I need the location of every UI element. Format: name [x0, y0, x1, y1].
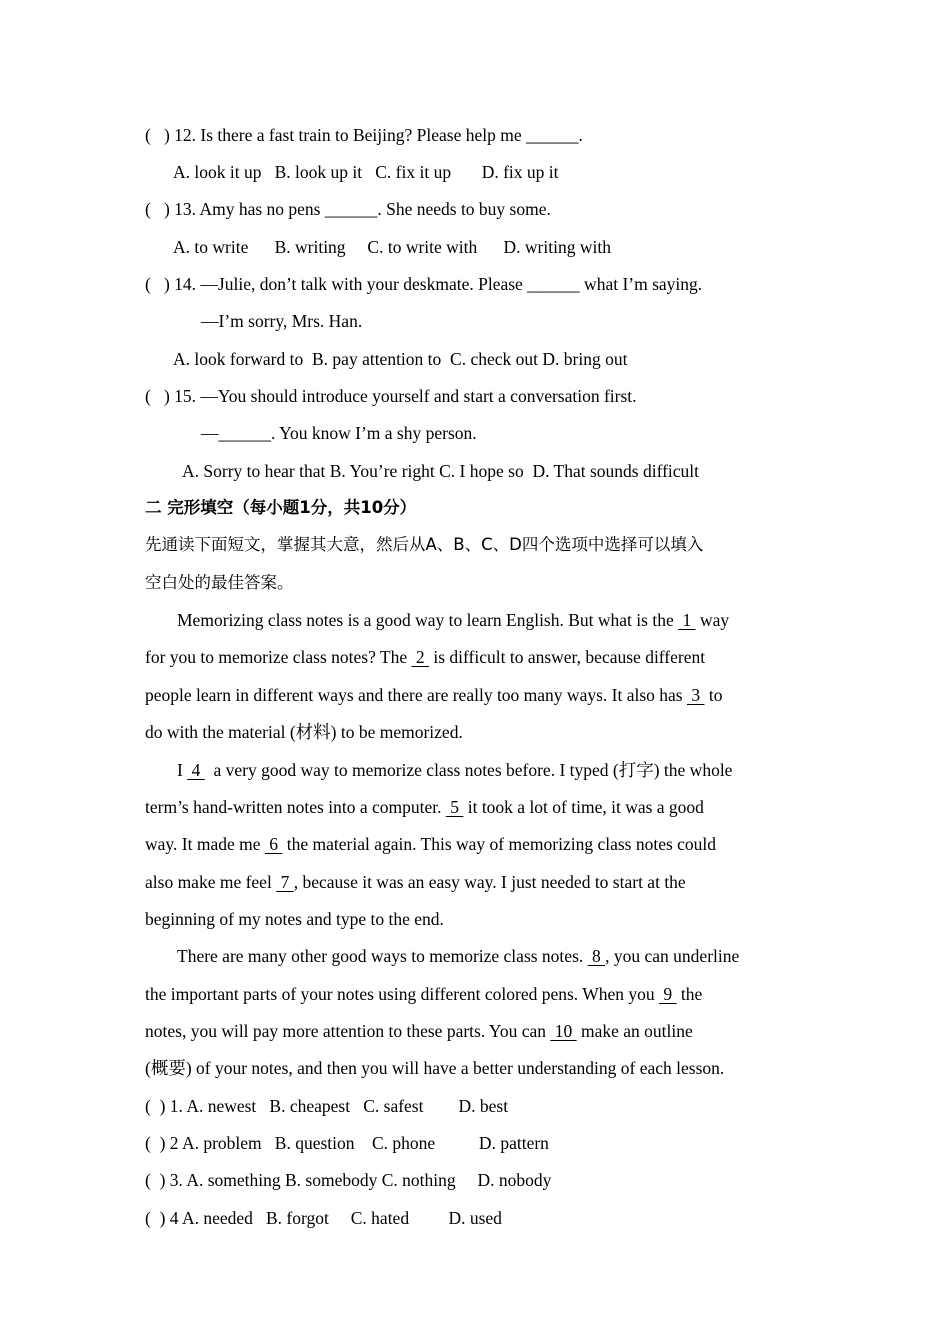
cloze-question-1: ( ) 1. A. newest B. cheapest C. safest D. best	[145, 1096, 509, 1116]
section-heading: 二 完形填空（每小题1分，共10分）	[145, 498, 417, 517]
blank-10: 10	[550, 1021, 577, 1041]
question-12-options: A. look it up B. look up it C. fix it up D. fix up it	[173, 162, 559, 182]
passage-line: There are many other good ways to memorize class notes. 8 , you can underline	[177, 946, 740, 966]
passage-line: way. It made me 6 the material again. This way of memorizing class notes could	[145, 834, 717, 854]
question-13-stem: ( ) 13. Amy has no pens ______. She needs to buy some.	[145, 199, 551, 219]
passage-line: do with the material (材料) to be memorized.	[145, 722, 463, 742]
blank-1: 1	[678, 610, 696, 630]
question-14-reply: —I’m sorry, Mrs. Han.	[201, 311, 363, 331]
blank-2: 2	[411, 647, 429, 667]
passage-line: beginning of my notes and type to the end.	[145, 909, 444, 929]
cloze-question-2: ( ) 2 A. problem B. question C. phone D. pattern	[145, 1133, 549, 1153]
cloze-question-3: ( ) 3. A. something B. somebody C. nothing D. nobody	[145, 1170, 552, 1190]
question-14-options: A. look forward to B. pay attention to C. check out D. bring out	[173, 349, 628, 369]
question-15-reply: —______. You know I’m a shy person.	[201, 423, 477, 443]
question-14-stem: ( ) 14. —Julie, don’t talk with your deskmate. Please ______ what I’m saying.	[145, 274, 703, 294]
blank-5: 5	[445, 797, 464, 817]
blank-9: 9	[659, 984, 677, 1004]
passage-line: Memorizing class notes is a good way to learn English. But what is the 1 way	[177, 610, 730, 630]
cloze-question-4: ( ) 4 A. needed B. forgot C. hated D. used	[145, 1208, 502, 1228]
question-12-stem: ( ) 12. Is there a fast train to Beijing? Please help me ______.	[145, 125, 583, 145]
blank-7: 7	[276, 872, 294, 892]
passage-line: also make me feel 7 , because it was an easy way. I just needed to start at the	[145, 872, 686, 892]
question-13-options: A. to write B. writing C. to write with D. writing with	[173, 237, 611, 257]
blank-4: 4	[187, 760, 205, 780]
blank-8: 8	[587, 946, 606, 966]
passage-line: I 4 a very good way to memorize class notes before. I typed (打字) the whole	[177, 760, 733, 780]
section-instruction-cont: 空白处的最佳答案。	[145, 573, 294, 592]
blank-3: 3	[686, 685, 705, 705]
passage-line: the important parts of your notes using different colored pens. When you 9 the	[145, 984, 703, 1004]
passage-line: term’s hand-written notes into a computer. 5 it took a lot of time, it was a good	[145, 797, 704, 817]
passage-line: (概要) of your notes, and then you will have a better understanding of each lesson.	[145, 1058, 725, 1078]
passage-line: for you to memorize class notes? The 2 is difficult to answer, because different	[145, 647, 706, 667]
question-15-stem: ( ) 15. —You should introduce yourself and start a conversation first.	[145, 386, 637, 406]
passage-line: people learn in different ways and there are really too many ways. It also has 3 to	[145, 685, 723, 705]
passage-line: notes, you will pay more attention to these parts. You can 10 make an outline	[145, 1021, 693, 1041]
question-15-options: A. Sorry to hear that B. You’re right C. I hope so D. That sounds difficult	[182, 461, 700, 481]
section-instruction: 先通读下面短文，掌握其大意，然后从A、B、C、D四个选项中选择可以填入	[145, 535, 704, 554]
blank-6: 6	[264, 834, 283, 854]
